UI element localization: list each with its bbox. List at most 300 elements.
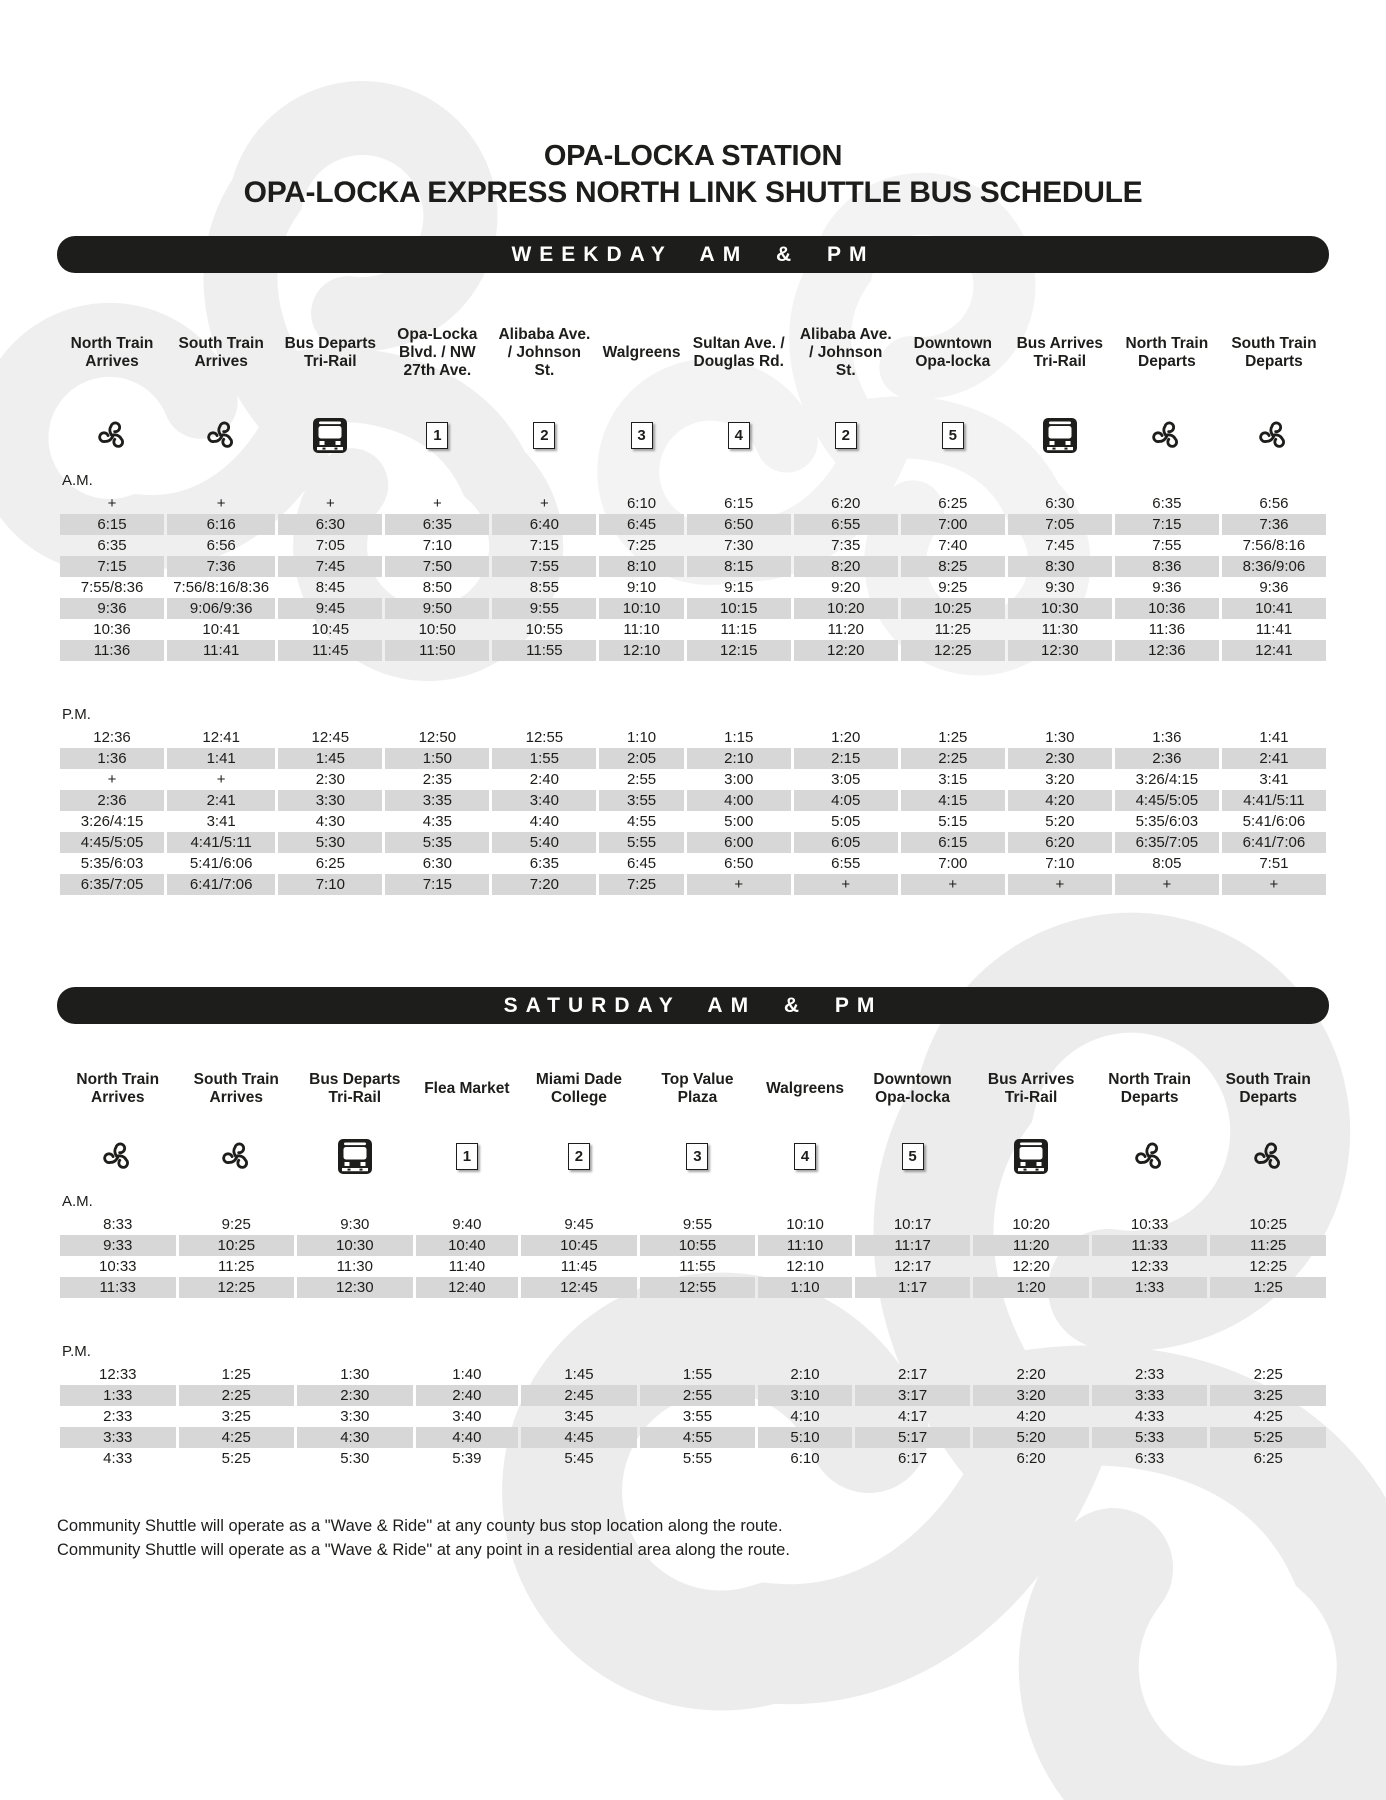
- time-cell: 10:30: [1008, 598, 1112, 619]
- time-cell: 7:45: [278, 556, 382, 577]
- column-header-label: Bus Departs Tri-Rail: [284, 334, 376, 370]
- time-cell: 4:30: [315, 812, 345, 830]
- time-cell: 7:35: [831, 536, 861, 554]
- column-header-label: Miami Dade College: [535, 1070, 622, 1106]
- time-cell: 7:15: [385, 874, 489, 895]
- time-cell: 2:10: [790, 1365, 820, 1383]
- tri-rail-logo-icon: [1150, 419, 1183, 452]
- time-cell: 3:05: [831, 770, 861, 788]
- time-cell: 8:33: [103, 1215, 133, 1233]
- time-cell: 7:05: [315, 536, 345, 554]
- time-cell: 3:30: [340, 1407, 370, 1425]
- time-cell: 1:20: [973, 1277, 1089, 1298]
- time-cell: 7:15: [60, 556, 164, 577]
- time-cell: 6:10: [626, 494, 657, 512]
- column-header: [492, 293, 596, 409]
- time-cell: 7:36: [1222, 514, 1326, 535]
- schedule-row: [60, 790, 1326, 811]
- schedule-row: [60, 1364, 1326, 1385]
- time-cell: 3:55: [599, 790, 683, 811]
- time-cell: 1:55: [492, 748, 596, 769]
- time-cell: 2:30: [1008, 748, 1112, 769]
- time-cell: 2:05: [599, 748, 683, 769]
- time-cell: 4:55: [626, 812, 657, 830]
- column-header: [599, 293, 683, 409]
- time-cell: 2:33: [1135, 1365, 1165, 1383]
- time-cell: 6:41/7:06: [1222, 832, 1326, 853]
- time-cell: 12:25: [179, 1277, 295, 1298]
- stop-number-2-icon: 2: [533, 422, 555, 449]
- stop-number-1-icon: 1: [426, 422, 448, 449]
- time-cell: 1:10: [758, 1277, 852, 1298]
- tri-rail-logo-icon: [1257, 419, 1290, 452]
- time-cell: 2:30: [297, 1385, 413, 1406]
- time-cell: 4:45/5:05: [1115, 790, 1219, 811]
- time-cell: 12:36: [1115, 640, 1219, 661]
- schedule-row: [60, 556, 1326, 577]
- footer-note-line: Community Shuttle will operate as a "Wave & Ride" at any county bus stop location along the route.: [57, 1516, 783, 1535]
- time-cell: +: [687, 874, 791, 895]
- time-cell: 11:45: [278, 640, 382, 661]
- bus-icon: [337, 1138, 373, 1175]
- time-cell: 5:41/6:06: [189, 854, 253, 872]
- time-cell: 5:10: [758, 1427, 852, 1448]
- column-header-label: Downtown Opa-locka: [913, 334, 992, 370]
- column-header: [855, 1044, 971, 1130]
- time-cell: 2:25: [179, 1385, 295, 1406]
- time-cell: 10:10: [599, 598, 683, 619]
- time-cell: 12:10: [599, 640, 683, 661]
- page-title: [0, 138, 1386, 212]
- tri-rail-logo-icon: [205, 419, 238, 452]
- time-cell: 5:15: [938, 812, 968, 830]
- time-cell: 12:50: [418, 728, 457, 746]
- time-cell: 10:36: [1115, 598, 1219, 619]
- time-cell: 4:17: [898, 1407, 928, 1425]
- time-cell: 6:35: [97, 536, 127, 554]
- column-header: [1092, 1044, 1208, 1130]
- time-cell: 6:35/7:05: [1115, 832, 1219, 853]
- time-cell: 11:10: [758, 1235, 852, 1256]
- schedule-row: [60, 811, 1326, 832]
- schedule-row: [60, 853, 1326, 874]
- time-cell: 4:10: [790, 1407, 820, 1425]
- time-cell: 1:20: [831, 728, 861, 746]
- time-cell: +: [1222, 874, 1326, 895]
- time-cell: 3:15: [938, 770, 968, 788]
- time-cell: 6:20: [1016, 1449, 1046, 1467]
- time-cell: 1:45: [564, 1365, 594, 1383]
- time-cell: 2:55: [626, 770, 657, 788]
- time-cell: 3:25: [1210, 1385, 1326, 1406]
- tri-rail-logo-icon: [1252, 1140, 1285, 1173]
- time-cell: 2:45: [521, 1385, 637, 1406]
- time-cell: 8:36/9:06: [1222, 556, 1326, 577]
- time-cell: 2:41: [1222, 748, 1326, 769]
- saturday-schedule-table: [57, 1044, 1329, 1469]
- time-cell: 1:30: [340, 1365, 370, 1383]
- time-cell: 1:10: [626, 728, 657, 746]
- column-header: [278, 293, 382, 409]
- footer-notes: [57, 1515, 1329, 1563]
- time-cell: 2:40: [529, 770, 559, 788]
- time-cell: 12:40: [416, 1277, 519, 1298]
- time-cell: 10:41: [1222, 598, 1326, 619]
- time-cell: 4:15: [901, 790, 1005, 811]
- time-cell: 1:30: [1045, 728, 1075, 746]
- column-header-label: Walgreens: [602, 343, 681, 361]
- time-cell: 7:45: [1045, 536, 1075, 554]
- stop-number-2-icon: 2: [835, 422, 857, 449]
- time-cell: 1:41: [1259, 728, 1289, 746]
- column-icon-cell: [1115, 409, 1219, 463]
- time-cell: 9:33: [60, 1235, 176, 1256]
- time-cell: 10:20: [794, 598, 898, 619]
- time-cell: 2:15: [794, 748, 898, 769]
- column-header: [1115, 293, 1219, 409]
- time-cell: 12:20: [1012, 1257, 1050, 1275]
- tri-rail-logo-icon: [220, 1140, 253, 1173]
- time-cell: +: [540, 494, 549, 512]
- time-cell: 5:20: [1045, 812, 1075, 830]
- time-cell: 6:15: [60, 514, 164, 535]
- time-cell: 3:20: [1045, 770, 1075, 788]
- time-cell: 5:40: [492, 832, 596, 853]
- time-cell: 9:36: [60, 598, 164, 619]
- stop-number-5-icon: 5: [902, 1143, 924, 1170]
- time-cell: 9:45: [278, 598, 382, 619]
- schedule-row: [60, 1448, 1326, 1469]
- time-cell: 1:50: [385, 748, 489, 769]
- time-cell: 11:41: [167, 640, 275, 661]
- time-cell: 10:25: [901, 598, 1005, 619]
- pm-section-label: P.M.: [62, 1342, 91, 1360]
- time-cell: 6:55: [831, 854, 861, 872]
- time-cell: 12:33: [1130, 1257, 1169, 1275]
- time-cell: 4:45/5:05: [60, 832, 164, 853]
- time-cell: 11:45: [560, 1257, 598, 1275]
- schedule-row: [60, 1406, 1326, 1427]
- time-cell: 7:15: [1115, 514, 1219, 535]
- time-cell: 7:56/8:16/8:36: [173, 578, 270, 596]
- time-cell: 10:45: [521, 1235, 637, 1256]
- time-cell: 7:55/8:36: [80, 578, 144, 596]
- time-cell: 6:30: [1045, 494, 1075, 512]
- time-cell: 5:55: [599, 832, 683, 853]
- column-icon-cell: [1092, 1130, 1208, 1184]
- schedule-row: [60, 748, 1326, 769]
- time-cell: 8:50: [422, 578, 452, 596]
- schedule-row: [60, 832, 1326, 853]
- column-header: [640, 1044, 756, 1130]
- time-cell: 12:25: [1249, 1257, 1287, 1275]
- schedule-row: [60, 493, 1326, 514]
- time-cell: 10:30: [297, 1235, 413, 1256]
- time-cell: 4:45: [521, 1427, 637, 1448]
- time-cell: 7:25: [626, 536, 657, 554]
- stop-number-3-icon: 3: [631, 422, 653, 449]
- schedule-row: [60, 619, 1326, 640]
- schedule-row: [60, 598, 1326, 619]
- time-cell: 2:20: [1016, 1365, 1046, 1383]
- time-cell: 1:33: [1092, 1277, 1208, 1298]
- column-header-label: Bus Arrives Tri-Rail: [987, 1070, 1075, 1106]
- time-cell: 6:30: [278, 514, 382, 535]
- time-cell: 1:15: [724, 728, 754, 746]
- time-cell: 12:30: [297, 1277, 413, 1298]
- time-cell: 5:41/6:06: [1242, 812, 1306, 830]
- time-cell: 2:25: [901, 748, 1005, 769]
- bus-icon: [1042, 417, 1078, 454]
- time-cell: 12:25: [901, 640, 1005, 661]
- column-icon-cell: [901, 409, 1005, 463]
- column-header: [60, 293, 164, 409]
- time-cell: 6:35: [1152, 494, 1182, 512]
- column-header: [794, 293, 898, 409]
- time-cell: 9:36: [1152, 578, 1182, 596]
- schedule-row: [60, 1256, 1326, 1277]
- am-section-label: A.M.: [62, 471, 93, 489]
- time-cell: 6:50: [724, 854, 754, 872]
- time-cell: 6:56: [1259, 494, 1289, 512]
- time-cell: 6:56: [206, 536, 236, 554]
- time-cell: 3:20: [973, 1385, 1089, 1406]
- tri-rail-logo-icon: [1133, 1140, 1166, 1173]
- time-cell: 7:05: [1008, 514, 1112, 535]
- time-cell: 5:55: [682, 1449, 713, 1467]
- time-cell: 6:16: [167, 514, 275, 535]
- time-cell: +: [216, 770, 226, 788]
- time-cell: 11:41: [1255, 620, 1293, 638]
- time-cell: 9:25: [221, 1215, 251, 1233]
- time-cell: 7:10: [1045, 854, 1075, 872]
- column-header: [416, 1044, 519, 1130]
- time-cell: 5:35: [385, 832, 489, 853]
- time-cell: 1:41: [167, 748, 275, 769]
- time-cell: 11:36: [60, 640, 164, 661]
- time-cell: 4:35: [422, 812, 452, 830]
- time-cell: 4:41/5:11: [167, 832, 275, 853]
- time-cell: 4:20: [1008, 790, 1112, 811]
- pm-section-label: P.M.: [62, 705, 91, 723]
- schedule-row: [60, 1235, 1326, 1256]
- time-cell: 12:41: [1222, 640, 1326, 661]
- time-cell: 7:55: [492, 556, 596, 577]
- time-cell: 11:20: [973, 1235, 1089, 1256]
- time-cell: 11:40: [448, 1257, 486, 1275]
- time-cell: 8:15: [687, 556, 791, 577]
- column-header: [385, 293, 489, 409]
- schedule-row: [60, 1427, 1326, 1448]
- time-cell: 2:33: [103, 1407, 133, 1425]
- time-cell: 12:15: [687, 640, 791, 661]
- time-cell: 7:00: [938, 854, 968, 872]
- time-cell: 11:17: [855, 1235, 971, 1256]
- time-cell: 2:36: [1115, 748, 1219, 769]
- time-cell: 6:25: [938, 494, 968, 512]
- time-cell: 6:20: [1008, 832, 1112, 853]
- time-cell: 11:30: [336, 1257, 373, 1275]
- time-cell: 4:55: [640, 1427, 756, 1448]
- column-header-label: Opa-Locka Blvd. / NW 27th Ave.: [397, 325, 478, 379]
- time-cell: 7:25: [599, 874, 683, 895]
- time-cell: 5:25: [1210, 1427, 1326, 1448]
- column-header: [297, 1044, 413, 1130]
- time-cell: 2:40: [416, 1385, 519, 1406]
- tri-rail-logo-icon: [96, 419, 129, 452]
- time-cell: +: [432, 494, 442, 512]
- weekday-schedule-table: [57, 293, 1329, 895]
- column-header-label: South Train Arrives: [178, 334, 264, 370]
- time-cell: 11:50: [385, 640, 489, 661]
- column-icon-cell: [167, 409, 275, 463]
- column-icon-cell: [855, 1130, 971, 1184]
- time-cell: 9:10: [626, 578, 657, 596]
- time-cell: 2:36: [60, 790, 164, 811]
- time-cell: 9:25: [938, 578, 968, 596]
- time-cell: 5:35/6:03: [80, 854, 144, 872]
- bus-icon: [1013, 1138, 1049, 1175]
- time-cell: +: [325, 494, 335, 512]
- am-section-label: A.M.: [62, 1192, 93, 1210]
- time-cell: 6:05: [794, 832, 898, 853]
- time-cell: 12:20: [794, 640, 898, 661]
- time-cell: 5:39: [452, 1449, 482, 1467]
- time-cell: 3:55: [682, 1407, 713, 1425]
- stop-number-2-icon: 2: [568, 1143, 590, 1170]
- time-cell: 3:40: [452, 1407, 482, 1425]
- column-header-label: Alibaba Ave. / Johnson St.: [799, 325, 892, 379]
- tri-rail-logo-icon: [101, 1140, 134, 1173]
- column-header: [521, 1044, 637, 1130]
- time-cell: 11:10: [623, 620, 660, 638]
- stop-number-4-icon: 4: [728, 422, 750, 449]
- time-cell: 3:26/4:15: [80, 812, 144, 830]
- time-cell: 7:51: [1259, 854, 1289, 872]
- time-cell: 6:35/7:05: [60, 874, 164, 895]
- time-cell: 12:10: [786, 1257, 824, 1275]
- bus-icon: [312, 417, 348, 454]
- column-icon-cell: [278, 409, 382, 463]
- column-icons-row: [60, 409, 1326, 463]
- time-cell: 12:17: [893, 1257, 932, 1275]
- schedule-row: [60, 1277, 1326, 1298]
- time-cell: 2:41: [167, 790, 275, 811]
- time-cell: 11:30: [1041, 620, 1079, 638]
- time-cell: 9:20: [831, 578, 861, 596]
- time-cell: 2:55: [640, 1385, 756, 1406]
- stop-number-1-icon: 1: [456, 1143, 478, 1170]
- time-cell: 9:50: [385, 598, 489, 619]
- time-cell: 1:36: [1152, 728, 1182, 746]
- column-icon-cell: [1222, 409, 1326, 463]
- footer-note-line: Community Shuttle will operate as a "Wave & Ride" at any point in a residential area along the route.: [57, 1540, 790, 1559]
- time-cell: 7:20: [492, 874, 596, 895]
- schedule-row: [60, 577, 1326, 598]
- time-cell: 7:36: [167, 556, 275, 577]
- time-cell: 5:45: [564, 1449, 594, 1467]
- column-header-label: Bus Arrives Tri-Rail: [1016, 334, 1104, 370]
- time-cell: 9:30: [1045, 578, 1075, 596]
- time-cell: 2:35: [422, 770, 452, 788]
- column-icons-row: [60, 1130, 1326, 1184]
- time-cell: 4:30: [297, 1427, 413, 1448]
- time-cell: 10:15: [687, 598, 791, 619]
- time-cell: 11:15: [720, 620, 757, 638]
- time-cell: 12:55: [525, 728, 564, 746]
- time-cell: 5:33: [1092, 1427, 1208, 1448]
- weekday-banner: [57, 236, 1329, 273]
- column-header: [758, 1044, 852, 1130]
- time-cell: 12:30: [1008, 640, 1112, 661]
- time-cell: 6:33: [1135, 1449, 1165, 1467]
- column-header-label: South Train Departs: [1225, 1070, 1311, 1106]
- time-cell: 5:00: [724, 812, 754, 830]
- time-cell: 4:40: [529, 812, 559, 830]
- time-cell: 5:05: [831, 812, 861, 830]
- time-cell: 6:15: [901, 832, 1005, 853]
- time-cell: 11:20: [827, 620, 864, 638]
- time-cell: 3:45: [564, 1407, 594, 1425]
- time-cell: 11:36: [1148, 620, 1186, 638]
- time-cell: 7:55: [1152, 536, 1182, 554]
- column-header: [1222, 293, 1326, 409]
- time-cell: 10:55: [525, 620, 564, 638]
- time-cell: 11:55: [492, 640, 596, 661]
- time-cell: 6:15: [724, 494, 754, 512]
- time-cell: 4:00: [687, 790, 791, 811]
- time-cell: 8:30: [1008, 556, 1112, 577]
- time-cell: 9:06/9:36: [167, 598, 275, 619]
- column-header-label: North Train Departs: [1125, 334, 1209, 370]
- column-header-label: North Train Arrives: [76, 1070, 160, 1106]
- time-cell: 7:56/8:16: [1242, 536, 1306, 554]
- time-cell: 5:35/6:03: [1135, 812, 1199, 830]
- time-cell: 9:55: [682, 1215, 713, 1233]
- am-section-row: [60, 463, 1326, 493]
- schedule-title: OPA-LOCKA EXPRESS NORTH LINK SHUTTLE BUS SCHEDULE: [243, 176, 1143, 210]
- time-cell: 6:30: [422, 854, 452, 872]
- time-cell: 8:20: [794, 556, 898, 577]
- column-icon-cell: [492, 409, 596, 463]
- time-cell: 9:55: [492, 598, 596, 619]
- time-cell: 4:40: [416, 1427, 519, 1448]
- time-cell: 7:40: [938, 536, 968, 554]
- column-header: [973, 1044, 1089, 1130]
- time-cell: 9:36: [1259, 578, 1289, 596]
- time-cell: 6:35: [529, 854, 559, 872]
- time-cell: 8:05: [1152, 854, 1182, 872]
- time-cell: 3:33: [60, 1427, 176, 1448]
- column-icon-cell: [640, 1130, 756, 1184]
- time-cell: 1:25: [221, 1365, 251, 1383]
- time-cell: 11:25: [218, 1257, 255, 1275]
- time-cell: 11:33: [60, 1277, 176, 1298]
- column-icon-cell: [60, 1130, 176, 1184]
- saturday-banner: [57, 987, 1329, 1024]
- time-cell: 12:33: [98, 1365, 137, 1383]
- time-cell: +: [216, 494, 226, 512]
- column-icon-cell: [416, 1130, 519, 1184]
- time-cell: 10:45: [311, 620, 350, 638]
- time-cell: 7:15: [529, 536, 559, 554]
- column-header-label: North Train Departs: [1108, 1070, 1191, 1106]
- schedule-row: [60, 1214, 1326, 1235]
- pm-section-row: [60, 661, 1326, 727]
- time-cell: 6:00: [687, 832, 791, 853]
- time-cell: 5:30: [340, 1449, 370, 1467]
- time-cell: 10:50: [418, 620, 457, 638]
